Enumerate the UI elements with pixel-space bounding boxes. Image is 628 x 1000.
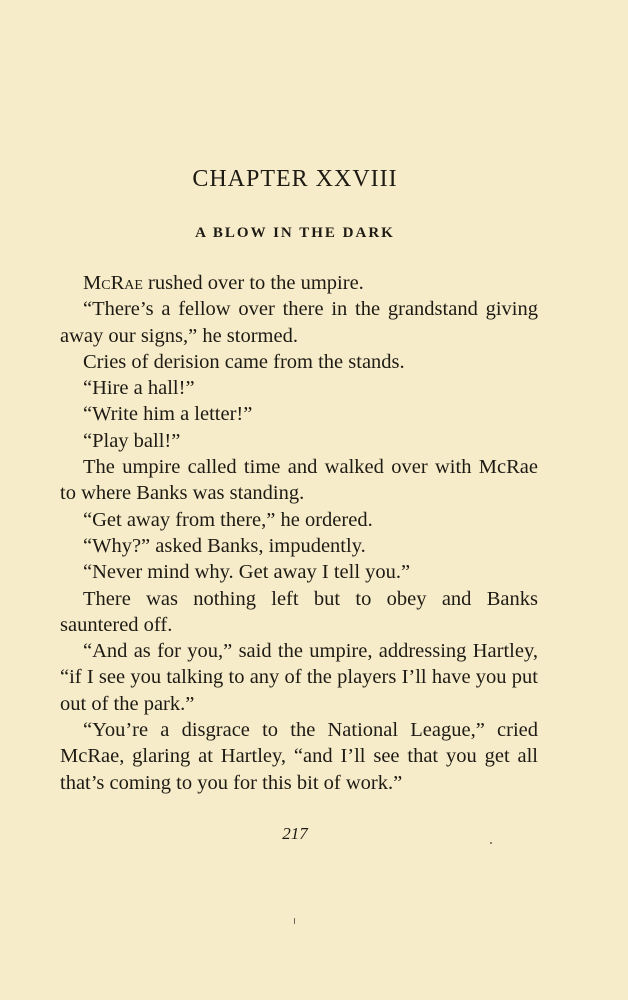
paper-speck xyxy=(294,918,295,924)
chapter-title: CHAPTER XXVIII xyxy=(192,166,398,192)
small-caps-lead: McRae xyxy=(83,272,143,294)
paper-speck xyxy=(490,842,492,844)
paragraph: Cries of derision came from the stands. xyxy=(83,350,405,373)
paragraph: There was nothing left but to obey and Banks sauntered off. xyxy=(60,587,538,636)
paragraph: “And as for you,” said the umpire, addressing Hartley, “if I see you talking to any of the players I’ll have you put out of the park.” xyxy=(60,640,538,715)
chapter-subtitle: A BLOW IN THE DARK xyxy=(195,225,395,241)
paragraph xyxy=(60,270,538,296)
paragraph: “Get away from there,” he ordered. xyxy=(83,508,373,531)
page-number: 217 xyxy=(282,824,308,843)
paragraph: “Hire a hall!” xyxy=(83,377,195,400)
body-text xyxy=(60,270,538,796)
paragraph: “Never mind why. Get away I tell you.” xyxy=(83,561,411,584)
paragraph: The umpire called time and walked over with McRae to where Banks was standing. xyxy=(60,456,538,505)
paragraph: “Play ball!” xyxy=(83,429,181,452)
paragraph: “There’s a fellow over there in the grandstand giving away our signs,” he stormed. xyxy=(60,298,538,347)
paragraph: “Write him a letter!” xyxy=(83,403,253,426)
paragraph-text: rushed over to the umpire. xyxy=(142,272,364,294)
paragraph: “Why?” asked Banks, impudently. xyxy=(83,534,366,557)
paragraph: “You’re a disgrace to the National League,” cried McRae, glaring at Hartley, “and I’ll see that you get all that’s coming to you for this bit of work.” xyxy=(60,719,538,794)
